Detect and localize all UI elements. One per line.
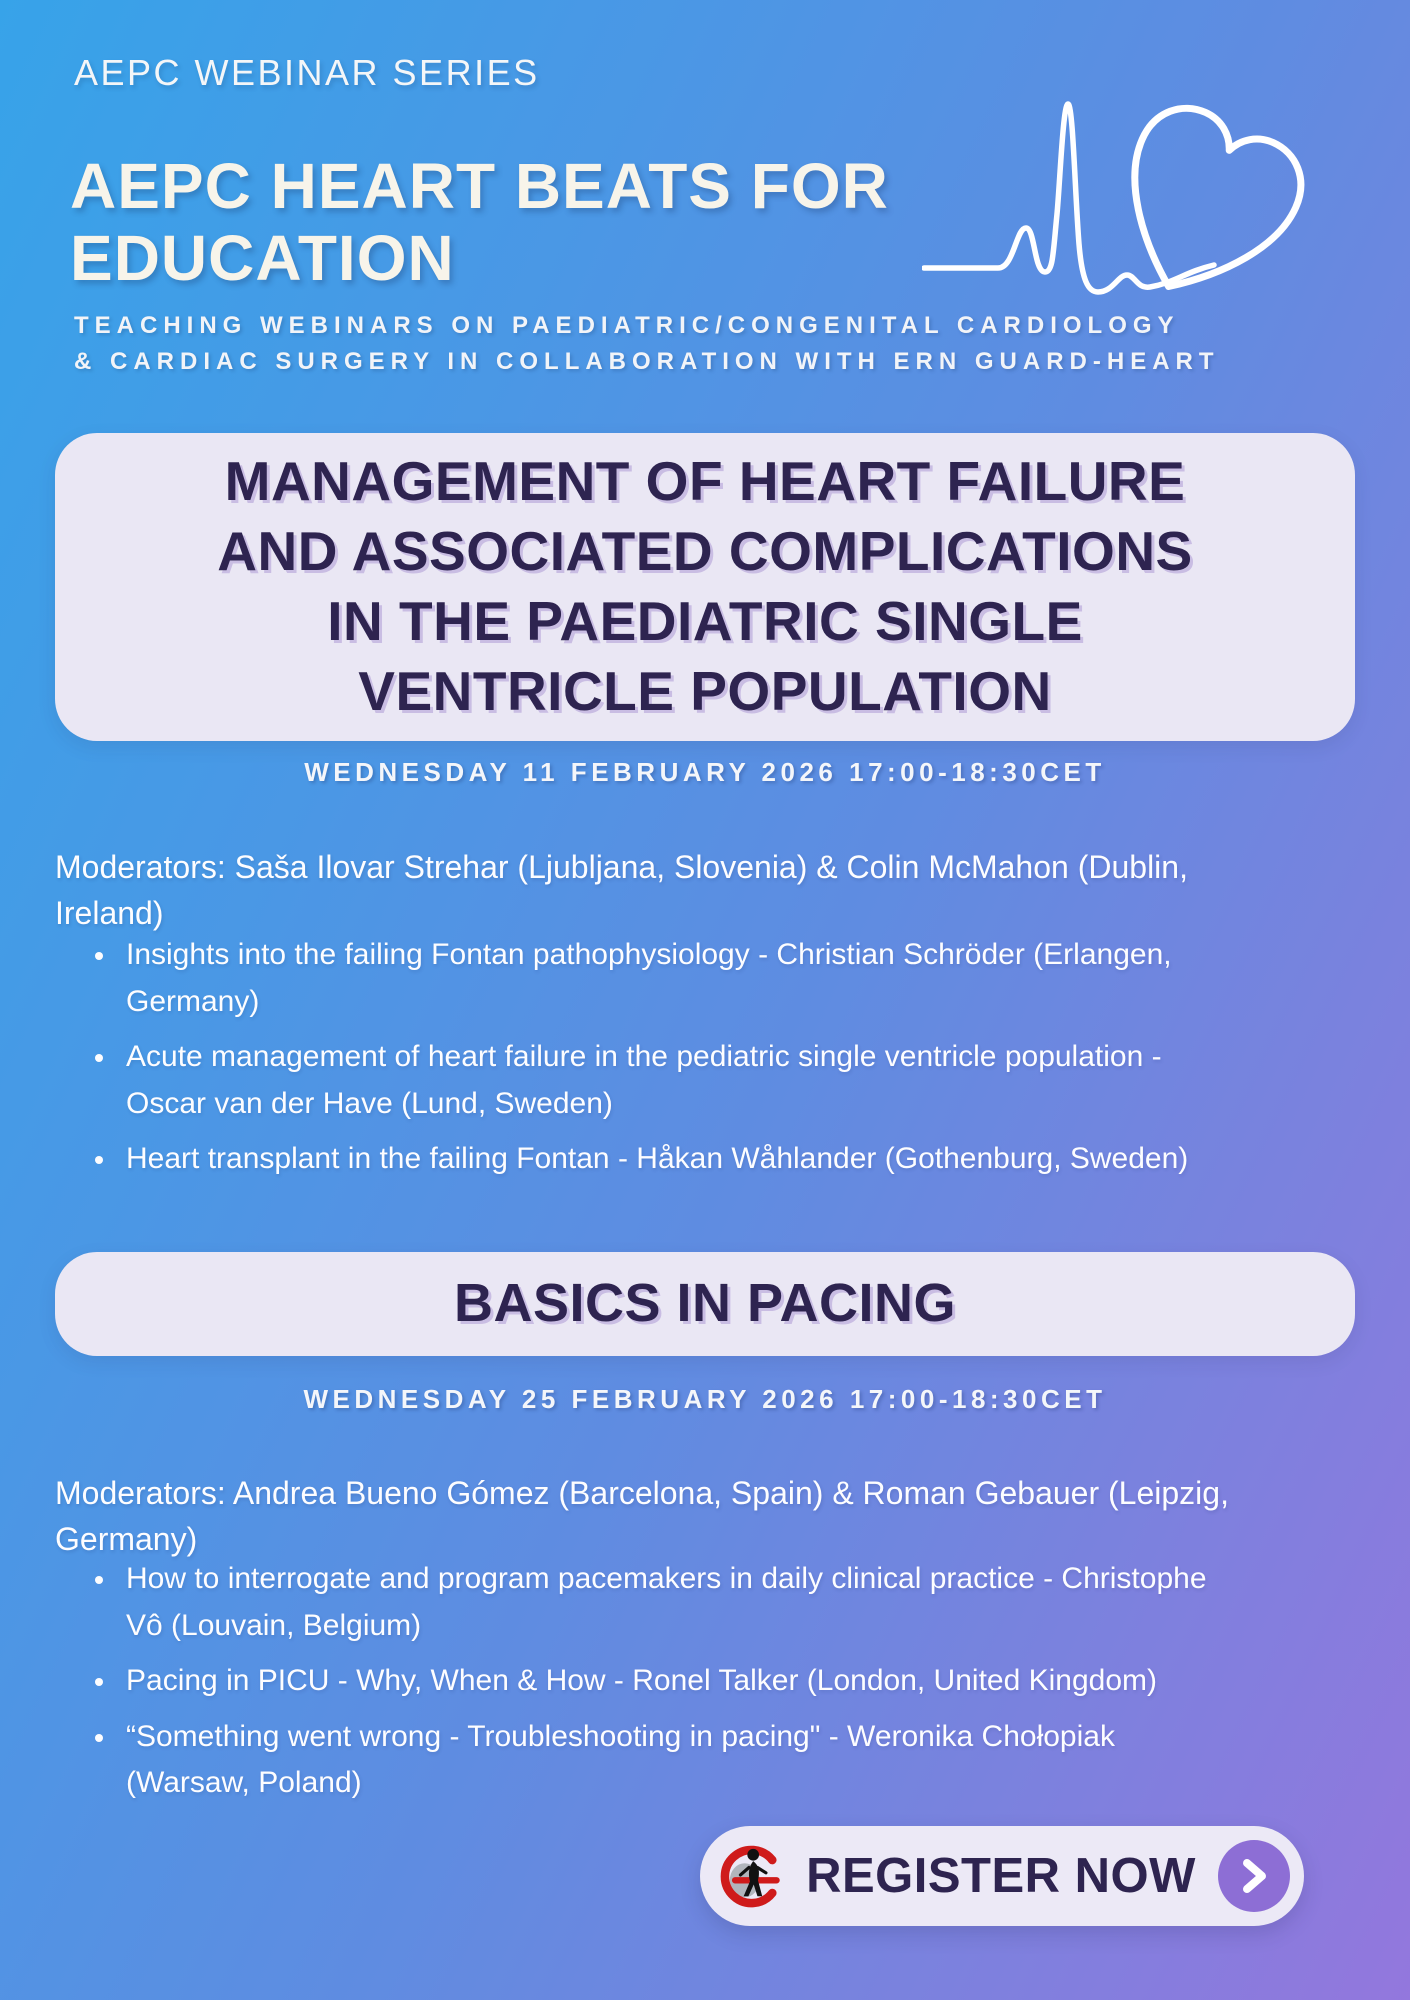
register-now-button[interactable] [700, 1826, 1304, 1926]
session-card-heart-failure [55, 433, 1355, 741]
aepc-logo-icon [716, 1842, 784, 1910]
chevron-right-icon [1218, 1840, 1290, 1912]
series-kicker: AEPC WEBINAR SERIES [74, 52, 540, 93]
talk-item: • How to interrogate and program pacemakers in daily clinical practice - Christophe Vô (Louvain, Belgium) [118, 1556, 1238, 1649]
heart-with-ecg-trace-icon [922, 42, 1362, 332]
talk-item: • “Something went wrong - Troubleshooting in pacing" - Weronika Chołopiak (Warsaw, Poland) [118, 1714, 1238, 1807]
session-card-pacing [55, 1252, 1355, 1356]
session-title: BASICS IN PACING [453, 1273, 957, 1334]
talk-item: • Pacing in PICU - Why, When & How - Ronel Talker (London, United Kingdom) [118, 1658, 1238, 1705]
register-label: REGISTER NOW [806, 1849, 1196, 1903]
session-datetime: WEDNESDAY 25 FEBRUARY 2026 17:00-18:30CET [303, 1384, 1107, 1414]
talk-item: • Heart transplant in the failing Fontan - Håkan Wåhlander (Gothenburg, Sweden) [118, 1136, 1238, 1183]
subtitle-line-2: & CARDIAC SURGERY IN COLLABORATION WITH ERN GUARD-HEART [74, 348, 1220, 375]
session-talk-list [70, 1556, 1238, 1816]
talk-item: • Insights into the failing Fontan pathophysiology - Christian Schröder (Erlangen, Germany) [118, 932, 1238, 1025]
talk-item: • Acute management of heart failure in the pediatric single ventricle population - Oscar van der Have (Lund, Sweden) [118, 1034, 1238, 1127]
subtitle-line-1: TEACHING WEBINARS ON PAEDIATRIC/CONGENITAL CARDIOLOGY [74, 312, 1180, 339]
session-datetime: WEDNESDAY 11 FEBRUARY 2026 17:00-18:30CET [304, 757, 1106, 787]
session-moderators: Moderators: Saša Ilovar Strehar (Ljubljana, Slovenia) & Colin McMahon (Dublin, Ireland) [55, 849, 1188, 932]
session-title: MANAGEMENT OF HEART FAILURE AND ASSOCIATED COMPLICATIONS IN THE PAEDIATRIC SINGLE VENTRICLE POPULATION [217, 450, 1193, 722]
poster-title: AEPC HEART BEATS FOR EDUCATION [70, 149, 889, 294]
session-talk-list [70, 932, 1238, 1192]
session-moderators: Moderators: Andrea Bueno Gómez (Barcelona, Spain) & Roman Gebauer (Leipzig, Germany) [55, 1475, 1229, 1558]
